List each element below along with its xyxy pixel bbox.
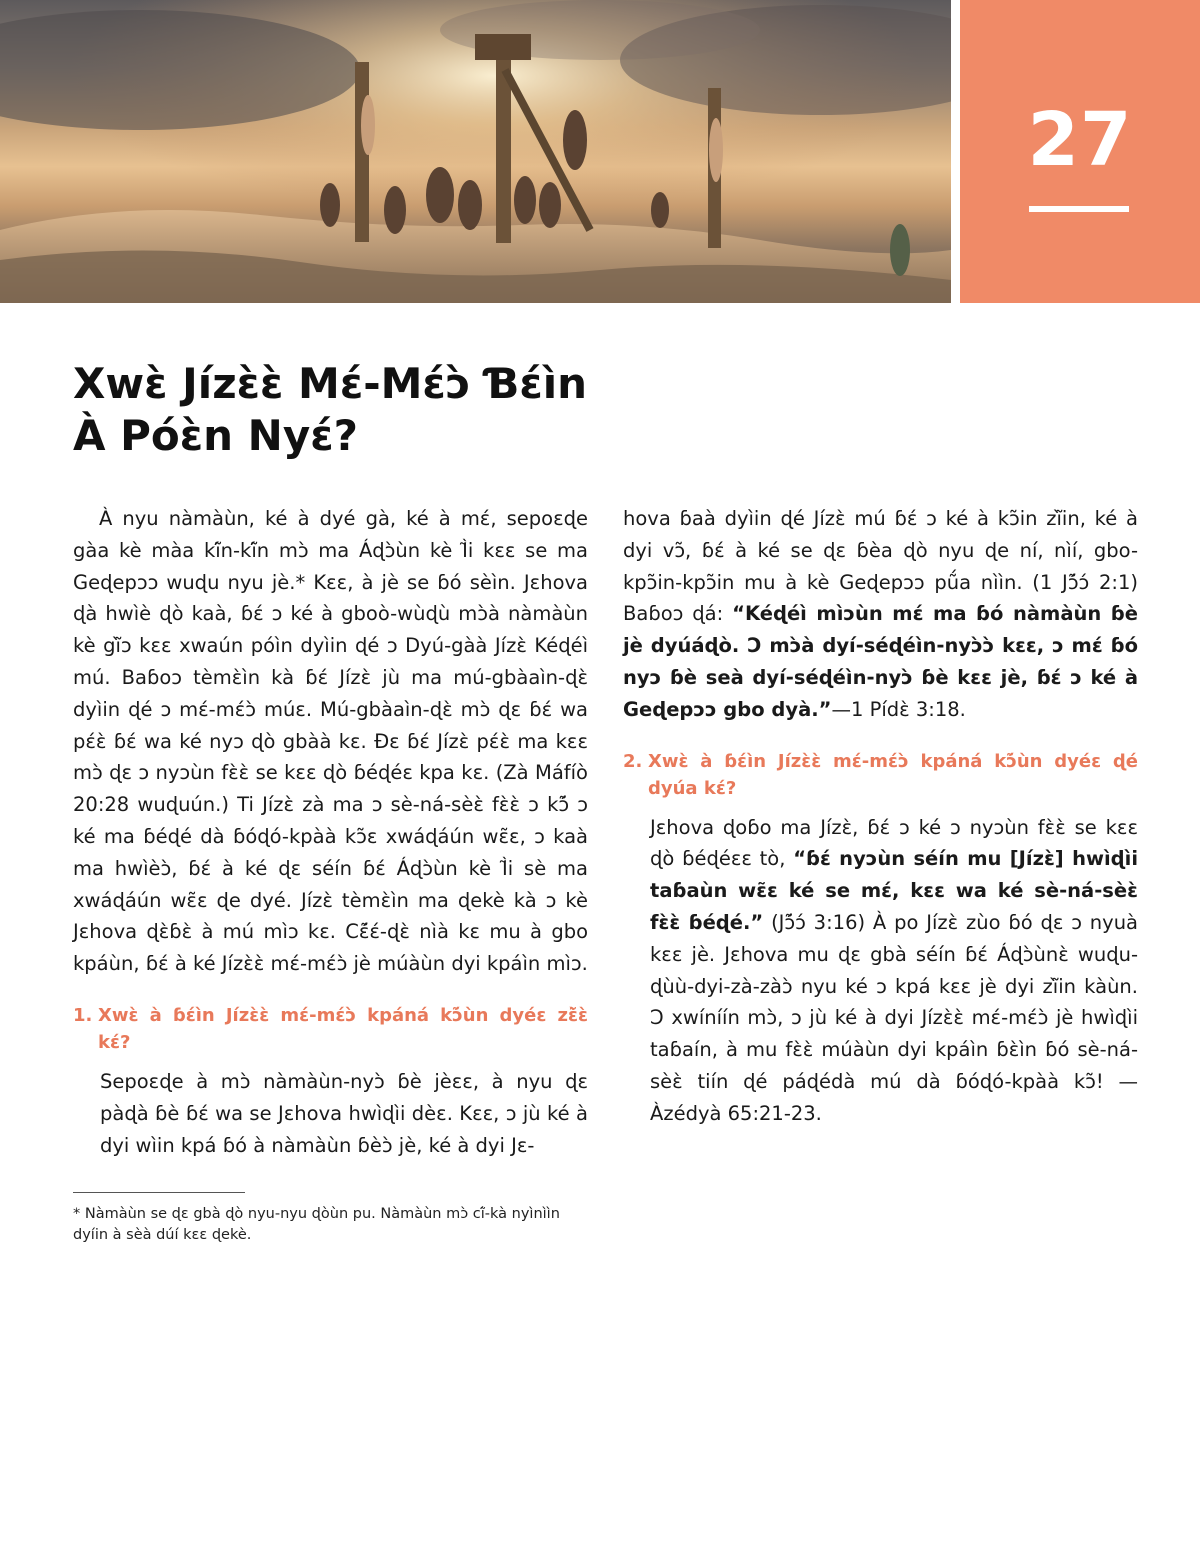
question-1-text: Xwɛ̀ à ɓɛ́ìn Jízɛ̀ɛ̀ mɛ́-mɛ́ɔ̀ kpáná kɔ̃́ùn dyéɛ zɛ̃̀ɛ̀ kɛ́? — [98, 1004, 588, 1053]
answer-2-scripture-quote: “ɓɛ́ nyɔùn séín mu [Jízɛ̀] hwìɖìi taɓaùn wɛ̃ɛ ké se mɛ́, kɛɛ wa ké sè-ná-sèɛ̀ fɛ̀ɛ̀ ɓéɖé.” — [650, 847, 1138, 934]
title-line-1: Xwɛ̀ Jízɛ̀ɛ̀ Mɛ́-Mɛ́ɔ̀ Ɓɛ́ìn — [73, 359, 588, 408]
title-line-2: À Póɛ̀n Nyɛ́? — [73, 411, 358, 460]
crucifixion-scene-image — [0, 0, 951, 303]
footnote-divider — [73, 1192, 245, 1193]
footnote: * Nàmàùn se ɖɛ gbà ɖò nyu-nyu ɖòùn pu. Nàmàùn mɔ̀ cĩ́-kà nyìnììn dyíin à sèà dúí kɛɛ ɖekè. — [73, 1206, 560, 1243]
answer-2 — [623, 812, 1138, 1130]
chapter-number: 27 — [1027, 97, 1133, 183]
answer-2-plain-2: (Jɔ̃́ɔ́ 3:16) À po Jízɛ̀ zùo ɓó ɖɛ ɔ nyuà kɛɛ jè. Jɛhova mu ɖɛ gbà séín ɓɛ́ Áɖɔ̀ùnɛ̀ wuɖu-ɖùù-dyi-zà-zàɔ̀ nyu ké ɔ kpá kɛɛ jè dyi zĩ̀in kàùn. Ɔ xwíníín mɔ̀, ɔ jù ké à dyi Jízɛ̀ɛ̀ mɛ́-mɛ́ɔ̀ jè hwìɖìi taɓaín, à mu fɛ̀ɛ̀ múàùn dyi kpáìn ɓɛ̀ìn ɓó sè-ná-sèɛ̀ tiín ɖé páɖédà mú dà ɓóɖó-kpàà kɔ̃! —Àzédyà 65:21-23. — [650, 910, 1138, 1125]
question-2-number: 2. — [623, 750, 643, 772]
answer-1-plain-2: —1 Pídɛ̀ 3:18. — [831, 697, 966, 721]
question-2 — [623, 748, 1138, 802]
header-image — [0, 0, 951, 303]
intro-paragraph: À nyu nàmàùn, ké à dyé gà, ké à mɛ́, sepoɛɖe gàa kè màa kĩ́n-kĩ́n mɔ̀ ma Áɖɔ̀ùn kè Ì̃i kɛɛ se ma Geɖepɔɔ wuɖu nyu jè.* Kɛɛ, à jè se ɓó sèìn. Jɛhova ɖà hwìè ɖò kaà, ɓɛ́ ɔ ké à gboò-wùɖù mɔ̀à nàmàùn kè gĩ̀ɔ kɛɛ xwaún póìn dyìin ɖé ɔ Dyú-gàà Jízɛ̀ Kéɖéì mú. Baɓoɔ tèmɛ̀ìn kà ɓɛ́ Jízɛ̀ jù ma mú-gbàaìn-ɖɛ̀ dyìin ɖé ɔ mɛ́-mɛ́ɔ̀ múɛ. Mú-gbàaìn-ɖɛ̀ mɔ̀ ɖɛ ɓɛ́ wa pɛ́ɛ̀ ɓɛ́ wa ké nyɔ ɖò gbàà kɛ. Ɖɛ ɓɛ́ Jízɛ̀ pɛ́ɛ̀ ma kɛɛ mɔ̀ ɖɛ ɔ nyɔùn fɛ̀ɛ̀ se kɛɛ ɖò ɓéɖéɛ kpa kɛ. (Zà Máfíò 20:28 wuɖuún.) Ti Jízɛ̀ zà ma ɔ sè-ná-sèɛ̀ fɛ̀ɛ̀ ɔ kɔ̃́ ɔ ké ma ɓéɖé dà ɓóɖó-kpàà kɔ̃ɛ xwáɖáún wɛ̃ɛ, ɔ kaà ma hwìèɔ̀, ɓɛ́ à ké ɖɛ séín ɓɛ́ Áɖɔ̀ùn kè Ì̃i sè ma xwáɖáún wɛ̃ɛ ɖe dyé. Jízɛ̀ tèmɛ̀ìn ma ɖekè kà ɔ kè Jɛhova ɖɛ̀ɓɛ̀ à mú mìɔ kɛ. Cɛ̃́ɛ́-ɖɛ̀ nìà kɛ mu à gbo kpáùn, ɓɛ́ à ké Jízɛ̀ɛ̀ mɛ́-mɛ́ɔ̀ jè múàùn dyi kpáìn mìɔ. — [73, 507, 588, 976]
answer-1-plain-1: hova ɓaà dyìin ɖé Jízɛ̀ mú ɓɛ́ ɔ ké à kɔ̃in zĩ̀in, ké à dyi vɔ̃, ɓɛ́ à ké se ɖɛ ɓèa ɖò nyu ɖe ní, nìí, gbo-kpɔ̃in-kpɔ̃in mu à kè Geɖepɔɔ pṹa nììn. (1 Jɔ̃́ɔ́ 2:1) Baɓoɔ ɖá: — [623, 507, 1138, 626]
right-column — [623, 503, 1138, 1130]
answer-1-scripture-quote: “Kéɖéì mìɔùn mɛ́ ma ɓó nàmàùn ɓè jè dyúáɖò. Ɔ mɔ̀à dyí-séɖéìn-nyɔ̀ɔ̀ kɛɛ, ɔ mɛ́ ɓó nyɔ ɓè seà dyí-séɖéìn-nyɔ̀ ɓè kɛɛ jè, ɓɛ́ ɔ ké à Geɖepɔɔ gbo dyà.” — [623, 602, 1138, 721]
question-1-number: 1. — [73, 1004, 93, 1026]
page-title — [73, 358, 873, 462]
question-2-text: Xwɛ̀ à ɓɛ́ìn Jízɛ̀ɛ̀ mɛ́-mɛ́ɔ̀ kpáná kɔ̃́ùn dyéɛ ɖé dyúa kɛ́? — [648, 750, 1138, 799]
question-1 — [73, 1002, 588, 1056]
chapter-underline — [1029, 206, 1129, 212]
chapter-badge — [960, 0, 1200, 303]
left-column — [73, 503, 588, 1161]
answer-2-plain-1: Jɛhova ɖoɓo ma Jízɛ̀, ɓɛ́ ɔ ké ɔ nyɔùn fɛ̀ɛ̀ se kɛɛ ɖò ɓéɖéɛɛ tò, — [650, 815, 1138, 871]
answer-1-part-2 — [623, 503, 1138, 726]
answer-1-part-1: Sepoɛɖe à mɔ̀ nàmàùn-nyɔ̀ ɓè jèɛɛ, à nyu ɖɛ pàɖà ɓè ɓɛ́ wa se Jɛhova hwìɖìi dèɛ. Kɛɛ, ɔ jù ké à dyi wìin kpá ɓó à nàmàùn ɓèɔ̀ jè, ké à dyi Jɛ- — [100, 1069, 588, 1157]
